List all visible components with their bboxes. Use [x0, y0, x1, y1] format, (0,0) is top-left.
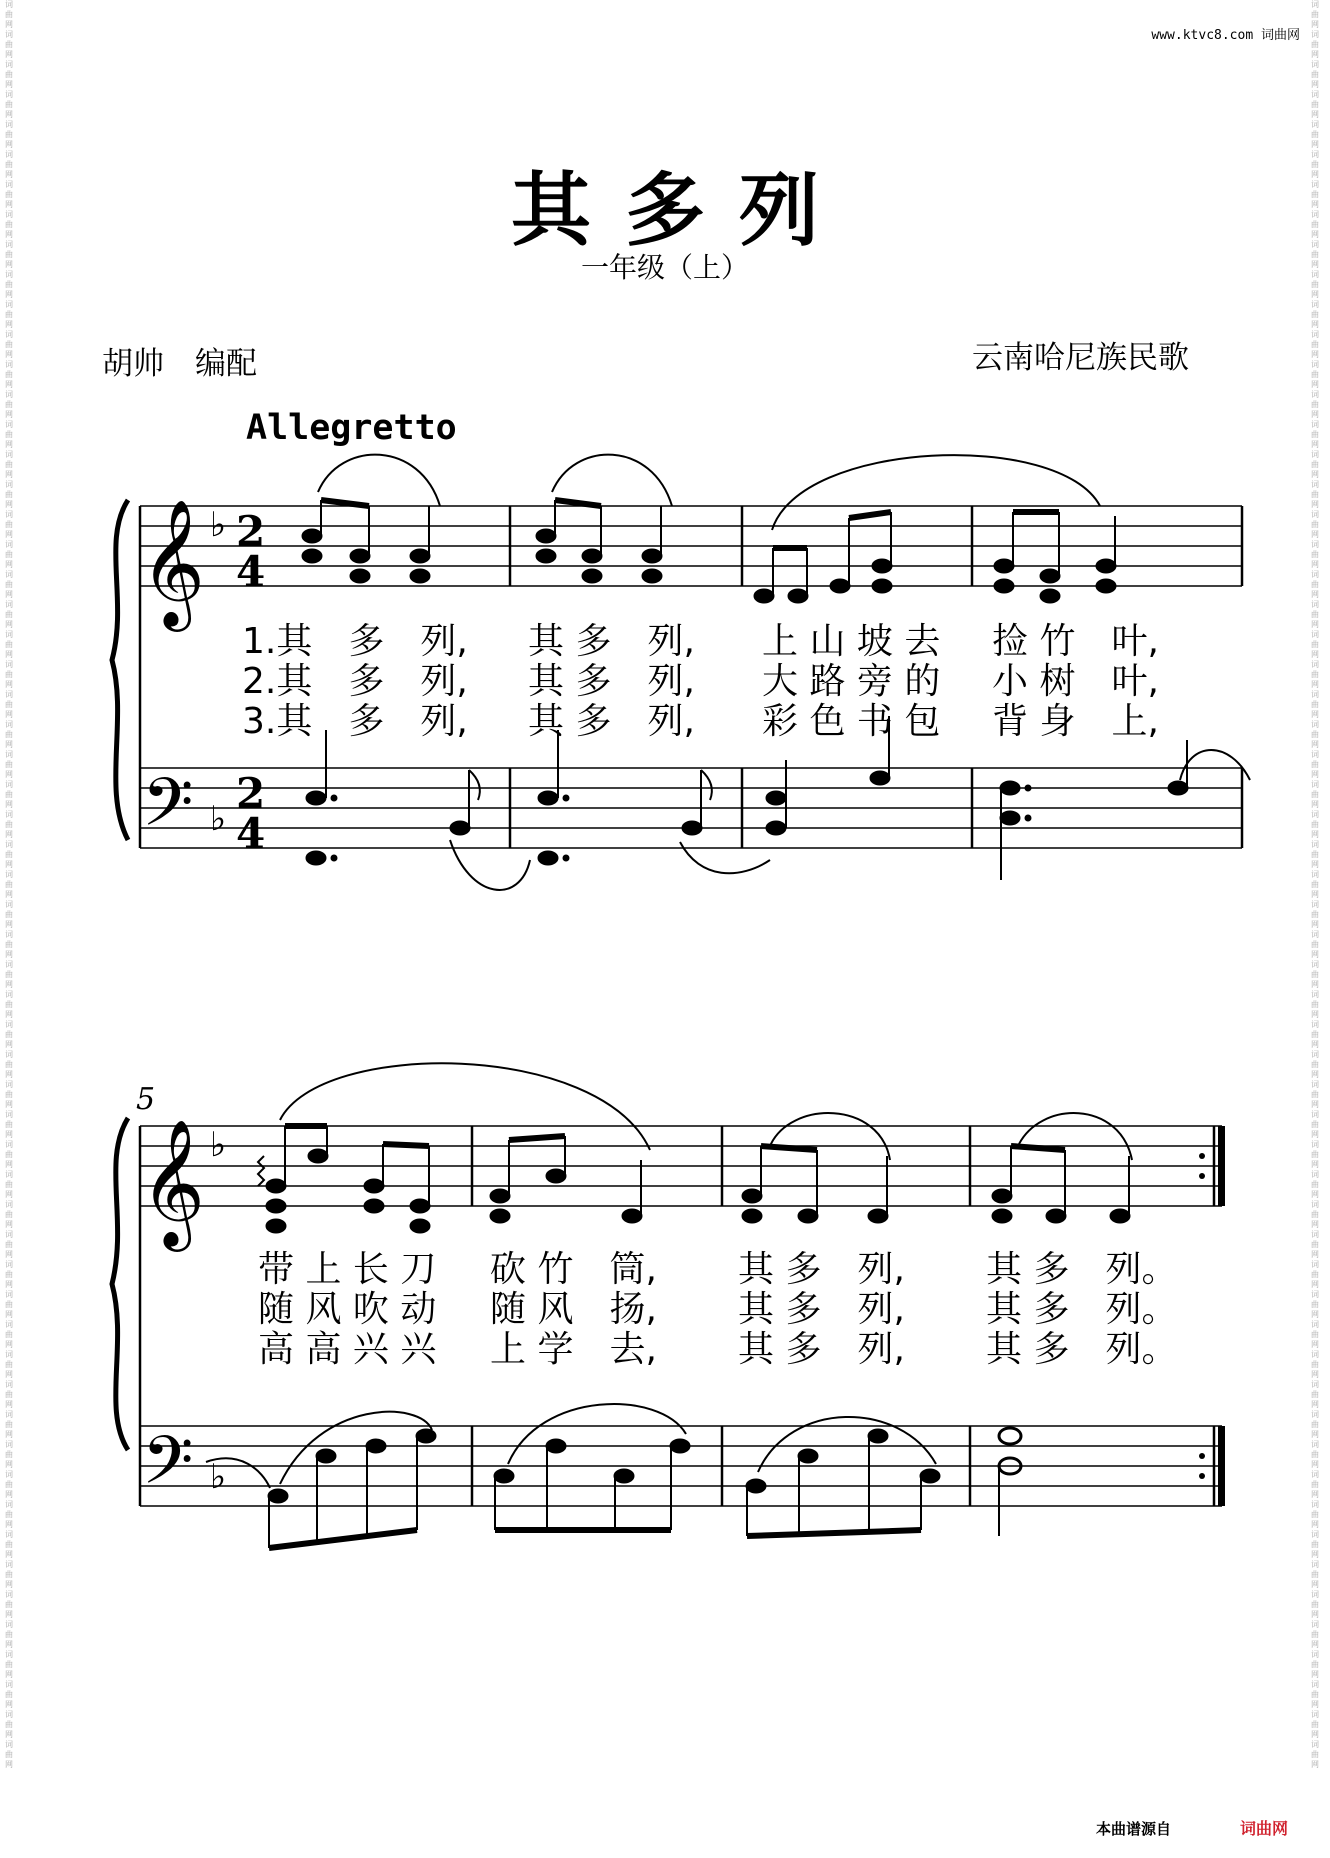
grand-staff-brace — [112, 500, 128, 840]
lyric-verse-2-m3: 大 路 旁 的 — [762, 661, 941, 702]
left-edge-watermark: 词曲网词曲网词曲网词曲网词曲网词曲网词曲网词曲网词曲网词曲网词曲网词曲网词曲网词曲网词曲网词曲网词曲网词曲网词曲网词曲网词曲网词曲网词曲网词曲网词曲网词曲网词曲网词曲网词曲网词曲网词曲网词曲网词曲网词曲网词曲网词曲网词曲网词曲网词曲网词曲网词曲网词曲网词曲网词曲网词曲网词曲网词曲网词曲网词曲网词曲网词曲网词曲网词曲网词曲网词曲网词曲网词曲网词曲网词曲网 — [5, 0, 13, 1769]
bass-staff-lines — [140, 1426, 1222, 1506]
lyric-verse-3-m3: 彩 色 书 包 — [762, 701, 941, 742]
treble-clef-icon: 𝄞 — [140, 498, 206, 626]
treble-staff-lines — [140, 1126, 1222, 1206]
lyric-verse-3-m7: 其 多 列, — [738, 1329, 905, 1370]
lyric-verse-1-m6: 砍 竹 筒, — [490, 1249, 657, 1290]
lyric-verse-2-m7: 其 多 列, — [738, 1289, 905, 1330]
lyric-verse-3-m4: 背 身 上, — [992, 701, 1159, 742]
bass-clef-icon: 𝄢 — [142, 764, 194, 857]
lyric-verse-1-m2: 其 多 列, — [528, 621, 695, 662]
footer-source-label: 本曲谱源自 — [1096, 1820, 1172, 1838]
system-2-signatures — [140, 1118, 226, 1515]
lyric-verse-1-m8: 其 多 列。 — [986, 1249, 1178, 1290]
treble-staff-lines — [140, 506, 1242, 586]
measure-number: 5 — [136, 1082, 156, 1117]
lyric-verse-1-m3: 上 山 坡 去 — [762, 621, 941, 662]
flat-icon: ♭ — [210, 799, 227, 839]
lyric-verse-1-m1: 1.其 多 列, — [242, 621, 468, 662]
footer-site-link[interactable]: 词曲网 — [1240, 1819, 1289, 1838]
lyric-verse-3-m6: 上 学 去, — [490, 1329, 657, 1370]
right-edge-watermark: 词曲网词曲网词曲网词曲网词曲网词曲网词曲网词曲网词曲网词曲网词曲网词曲网词曲网词曲网词曲网词曲网词曲网词曲网词曲网词曲网词曲网词曲网词曲网词曲网词曲网词曲网词曲网词曲网词曲网词曲网词曲网词曲网词曲网词曲网词曲网词曲网词曲网词曲网词曲网词曲网词曲网词曲网词曲网词曲网词曲网词曲网词曲网词曲网词曲网词曲网词曲网词曲网词曲网词曲网词曲网词曲网词曲网词曲网词曲网 — [1311, 0, 1319, 1769]
lyric-verse-1-m5: 带 上 长 刀 — [258, 1249, 437, 1290]
bass-staff-lines — [140, 768, 1242, 848]
lyric-verse-1-m4: 捡 竹 叶, — [992, 621, 1159, 662]
system-1-treble-notes — [302, 455, 1116, 603]
lyric-verse-2-m8: 其 多 列。 — [986, 1289, 1178, 1330]
site-url[interactable]: www.ktvc8.com — [1151, 28, 1254, 43]
song-title: 其多列 — [511, 164, 853, 257]
time-signature-bottom: 4 — [236, 547, 266, 596]
lyric-verse-2-m6: 随 风 扬, — [490, 1289, 657, 1330]
lyric-verse-2-m4: 小 树 叶, — [992, 661, 1159, 702]
end-repeat-barline — [1199, 1126, 1225, 1506]
bass-clef-icon: 𝄢 — [142, 1422, 194, 1515]
lyric-verse-3-m8: 其 多 列。 — [986, 1329, 1178, 1370]
time-signature-top: 2 — [236, 769, 266, 818]
lyric-verse-3-m2: 其 多 列, — [528, 701, 695, 742]
tempo-marking: Allegretto — [246, 408, 457, 448]
lyric-verse-2-m1: 2.其 多 列, — [242, 661, 468, 702]
lyric-verse-3-m5: 高 高 兴 兴 — [258, 1329, 437, 1370]
site-name: 词曲网 — [1260, 28, 1300, 43]
time-signature-bottom: 4 — [236, 809, 266, 858]
system-1-bass-notes — [306, 716, 1250, 890]
lyric-verse-2-m5: 随 风 吹 动 — [258, 1289, 437, 1330]
flat-icon: ♭ — [210, 505, 227, 545]
grand-staff-brace — [112, 1118, 128, 1450]
lyric-verse-1-m7: 其 多 列, — [738, 1249, 905, 1290]
song-subtitle: 一年级（上） — [580, 251, 749, 284]
flat-icon: ♭ — [210, 1125, 227, 1165]
treble-clef-icon: 𝄞 — [140, 1118, 206, 1246]
lyric-verse-2-m2: 其 多 列, — [528, 661, 695, 702]
time-signature-top: 2 — [236, 507, 266, 556]
system-2-treble-notes — [258, 1063, 1132, 1233]
flat-icon: ♭ — [210, 1457, 227, 1497]
arranger-credit: 胡帅 编配 — [102, 346, 257, 382]
lyric-verse-3-m1: 3.其 多 列, — [242, 701, 468, 742]
composer-credit: 云南哈尼族民歌 — [972, 340, 1189, 376]
